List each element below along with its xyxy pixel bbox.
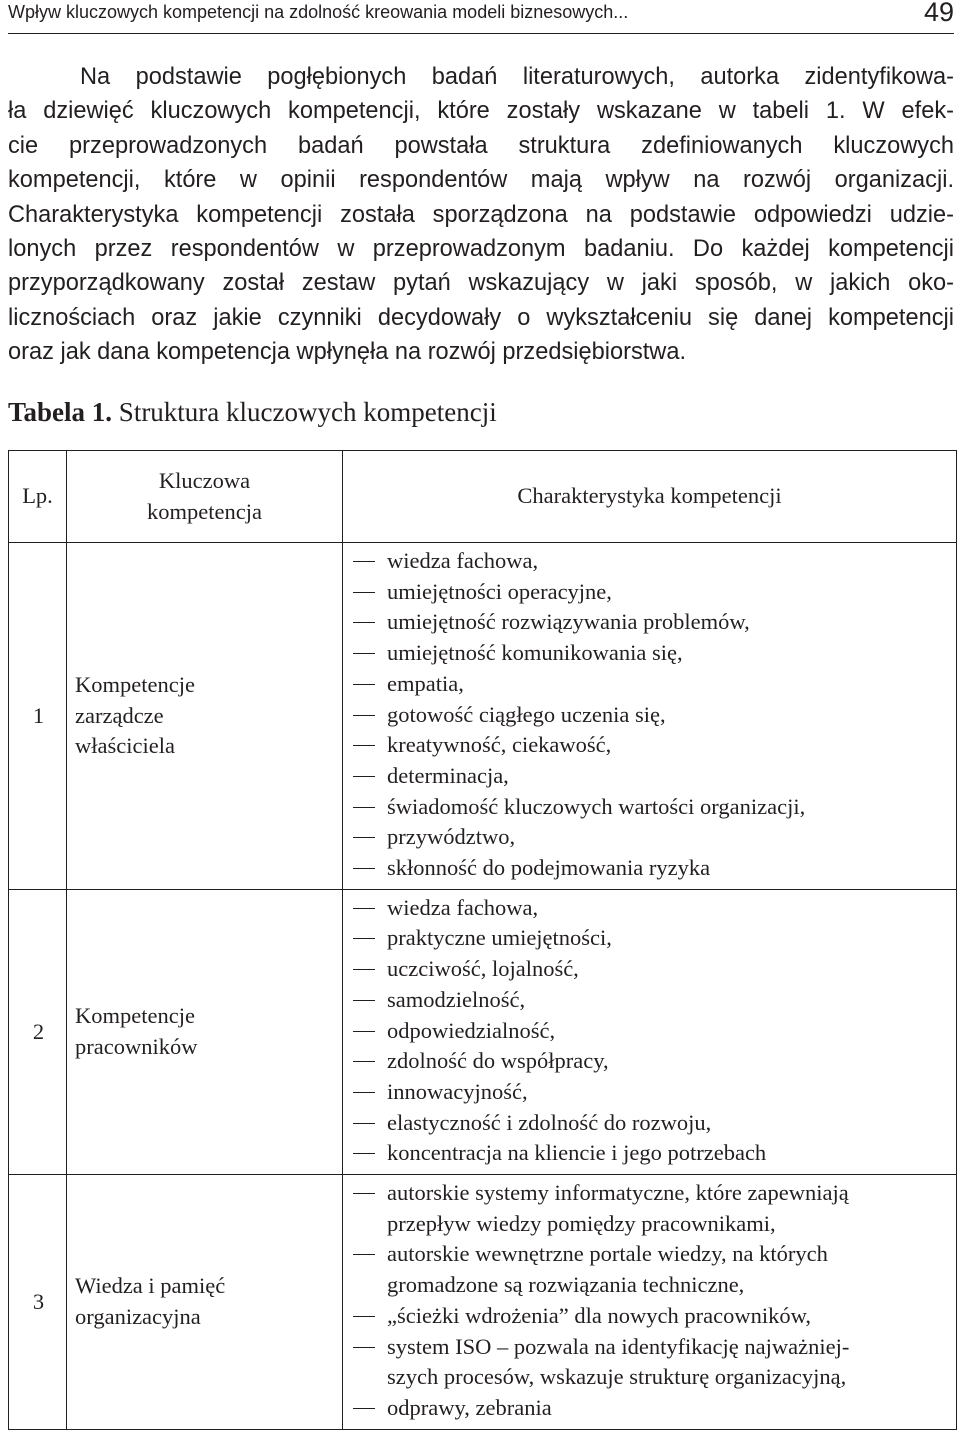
characteristic-text: „ścieżki wdrożenia” dla nowych pracowników,: [387, 1302, 811, 1328]
table-body: [9, 543, 957, 1430]
page-number: 49: [923, 0, 954, 27]
characteristic-item: [353, 923, 948, 954]
dash-bullet-icon: [353, 745, 375, 746]
characteristic-text: przywództwo,: [387, 824, 516, 850]
characteristic-item: [353, 607, 948, 638]
characteristic-text: innowacyjność,: [387, 1078, 528, 1104]
characteristic-item: [353, 700, 948, 731]
competence-name-line: zarządcze: [75, 702, 164, 728]
table-caption-label: Tabela 1.: [8, 397, 113, 427]
characteristic-text: autorskie systemy informatyczne, które zapewniają: [387, 1180, 849, 1206]
characteristic-text: wiedza fachowa,: [387, 894, 539, 920]
competence-name: [67, 889, 343, 1174]
characteristic-item: [353, 1239, 948, 1300]
dash-bullet-icon: [353, 868, 375, 869]
dash-bullet-icon: [353, 1347, 375, 1348]
paragraph-line: lonych przez respondentów w przeprowadzonym badaniu. Do każdej kompetencji: [8, 235, 954, 262]
competence-characteristics: [343, 889, 957, 1174]
dash-bullet-icon: [353, 1092, 375, 1093]
characteristic-text: odprawy, zebrania: [387, 1394, 552, 1420]
dash-bullet-icon: [353, 1000, 375, 1001]
table-row: [9, 1175, 957, 1430]
characteristic-item: [353, 853, 948, 884]
characteristic-item: [353, 1016, 948, 1047]
characteristic-text: skłonność do podejmowania ryzyka: [387, 855, 711, 881]
characteristics-list: [353, 1178, 948, 1424]
characteristic-text: gotowość ciągłego uczenia się,: [387, 701, 666, 727]
paragraph-line: cie przeprowadzonych badań powstała struktura zdefiniowanych kluczowych: [8, 132, 954, 159]
characteristic-item: [353, 1108, 948, 1139]
row-number: 3: [9, 1175, 67, 1430]
header-key-competence-line: kompetencja: [147, 498, 262, 524]
paragraph-line: oraz jak dana kompetencja wpłynęła na rozwój przedsiębiorstwa.: [8, 339, 687, 366]
header-lp: Lp.: [9, 451, 67, 543]
characteristic-text: uczciwość, lojalność,: [387, 956, 579, 982]
paragraph-line: Charakterystyka kompetencji została sporządzona na podstawie odpowiedzi udzie-: [8, 201, 954, 228]
dash-bullet-icon: [353, 1123, 375, 1124]
dash-bullet-icon: [353, 938, 375, 939]
dash-bullet-icon: [353, 908, 375, 909]
characteristic-text: gromadzone są rozwiązania techniczne,: [387, 1272, 745, 1298]
characteristic-item: [353, 792, 948, 823]
characteristic-text: odpowiedzialność,: [387, 1017, 556, 1043]
characteristic-item: [353, 577, 948, 608]
characteristic-item: [353, 761, 948, 792]
running-title: Wpływ kluczowych kompetencji na zdolność kreowania modeli biznesowych...: [8, 2, 629, 22]
dash-bullet-icon: [353, 969, 375, 970]
dash-bullet-icon: [353, 1031, 375, 1032]
characteristic-item: [353, 1046, 948, 1077]
dash-bullet-icon: [353, 1408, 375, 1409]
table-caption: [8, 395, 497, 429]
header-characteristics: Charakterystyka kompetencji: [343, 451, 957, 543]
characteristic-text: elastyczność i zdolność do rozwoju,: [387, 1109, 712, 1135]
characteristic-item: [353, 669, 948, 700]
competence-characteristics: [343, 1175, 957, 1430]
characteristic-text: wiedza fachowa,: [387, 548, 539, 573]
dash-bullet-icon: [353, 715, 375, 716]
characteristic-text: koncentracja na kliencie i jego potrzebach: [387, 1140, 767, 1166]
table-row: [9, 889, 957, 1174]
characteristic-item: [353, 1178, 948, 1239]
competence-name-line: Kompetencje: [75, 671, 195, 697]
characteristic-text: szych procesów, wskazuje strukturę organizacyjną,: [387, 1364, 847, 1390]
dash-bullet-icon: [353, 837, 375, 838]
characteristic-text: umiejętność komunikowania się,: [387, 640, 683, 666]
characteristic-item: [353, 730, 948, 761]
row-number: 2: [9, 889, 67, 1174]
characteristic-text: przepływ wiedzy pomiędzy pracownikami,: [387, 1210, 776, 1236]
dash-bullet-icon: [353, 561, 375, 562]
dash-bullet-icon: [353, 622, 375, 623]
running-header: [8, 0, 954, 34]
characteristic-item: [353, 893, 948, 924]
paragraph-line: Na podstawie pogłębionych badań literaturowych, autorka zidentyfikowa-: [80, 64, 954, 90]
dash-bullet-icon: [353, 1193, 375, 1194]
competence-name: [67, 543, 343, 890]
characteristic-item: [353, 546, 948, 577]
body-paragraph: [8, 60, 954, 370]
competence-name-line: organizacyjna: [75, 1303, 201, 1329]
characteristic-text: system ISO – pozwala na identyfikację najważniej-: [387, 1333, 850, 1359]
characteristic-text: umiejętności operacyjne,: [387, 578, 612, 604]
characteristic-item: [353, 1393, 948, 1424]
dash-bullet-icon: [353, 592, 375, 593]
dash-bullet-icon: [353, 807, 375, 808]
characteristic-item: [353, 954, 948, 985]
header-key-competence-line: Kluczowa: [158, 467, 251, 493]
characteristic-item: [353, 1301, 948, 1332]
characteristic-item: [353, 638, 948, 669]
dash-bullet-icon: [353, 684, 375, 685]
dash-bullet-icon: [353, 776, 375, 777]
competence-name: [67, 1175, 343, 1430]
characteristic-item: [353, 1138, 948, 1169]
paragraph-line: ła dziewięć kluczowych kompetencji, które zostały wskazane w tabeli 1. W efek-: [8, 98, 954, 125]
competence-table: [8, 450, 957, 1430]
table-row: [9, 543, 957, 890]
dash-bullet-icon: [353, 1153, 375, 1154]
paragraph-line: kompetencji, które w opinii respondentów mają wpływ na rozwój organizacji.: [8, 167, 954, 194]
characteristic-text: zdolność do współpracy,: [387, 1048, 609, 1074]
characteristic-text: praktyczne umiejętności,: [387, 925, 612, 951]
characteristic-text: kreatywność, ciekawość,: [387, 732, 612, 758]
paragraph-line: licznościach oraz jakie czynniki decydowały o wykształceniu się danej kompetencji: [8, 304, 954, 331]
dash-bullet-icon: [353, 1061, 375, 1062]
table-caption-text: Struktura kluczowych kompetencji: [118, 397, 497, 427]
characteristic-item: [353, 985, 948, 1016]
row-number: 1: [9, 543, 67, 890]
competence-name-line: pracowników: [75, 1033, 198, 1059]
characteristic-text: determinacja,: [387, 762, 509, 788]
characteristic-item: [353, 822, 948, 853]
competence-name-line: właściciela: [75, 733, 175, 759]
paragraph-line: przyporządkowany został zestaw pytań wskazujący w jaki sposób, w jakich oko-: [8, 270, 954, 297]
competence-name-line: Kompetencje: [75, 1003, 195, 1029]
characteristic-text: świadomość kluczowych wartości organizacji,: [387, 793, 806, 819]
characteristic-text: empatia,: [387, 670, 464, 696]
characteristic-text: umiejętność rozwiązywania problemów,: [387, 609, 750, 635]
table-header-row: [9, 451, 957, 543]
competence-name-line: Wiedza i pamięć: [75, 1273, 226, 1299]
dash-bullet-icon: [353, 1316, 375, 1317]
header-key-competence: [67, 451, 343, 543]
dash-bullet-icon: [353, 1254, 375, 1255]
characteristic-item: [353, 1077, 948, 1108]
characteristics-list: [353, 893, 948, 1169]
characteristic-item: [353, 1332, 948, 1393]
characteristics-list: [353, 546, 948, 884]
characteristic-text: autorskie wewnętrzne portale wiedzy, na których: [387, 1241, 828, 1267]
dash-bullet-icon: [353, 653, 375, 654]
characteristic-text: samodzielność,: [387, 986, 526, 1012]
competence-characteristics: [343, 543, 957, 890]
